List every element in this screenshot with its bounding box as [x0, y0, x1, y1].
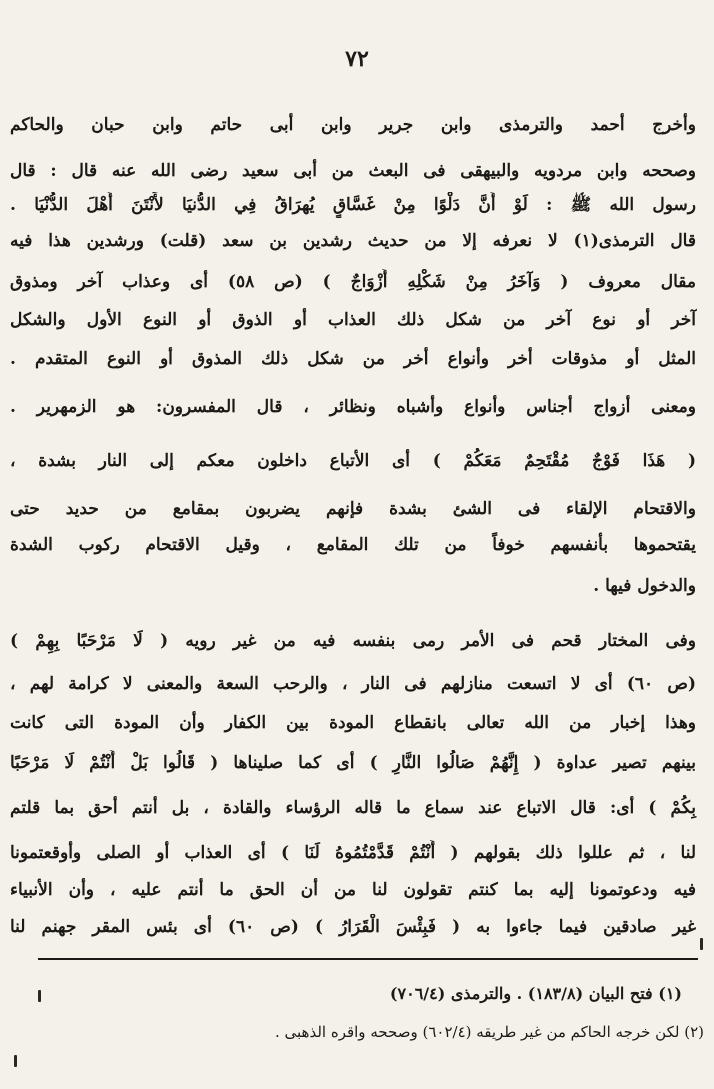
text-line: والاقتحام الإلقاء فى الشئ بشدة فإنهم يضربون بمقامع من حديد حتى [10, 499, 696, 519]
scan-speck [38, 990, 41, 1002]
text-line: وهذا إخبار من الله تعالى بانقطاع المودة بين الكفار وأن المودة التى كانت [10, 713, 696, 733]
text-line: غير صادقين فيما جاءوا به ( فَبِئْسَ الْقَرَارُ ) (ص ٦٠) أى بئس المقر جهنم لنا [10, 917, 696, 937]
footnote: (٢) لكن خرجه الحاكم من غير طريقه (٦٠٢/٤) وصححه واقره الذهبى . [274, 1023, 704, 1041]
text-line: يقتحموها بأنفسهم خوفاً من تلك المقامع ، وقيل الاقتحام ركوب الشدة [10, 535, 696, 555]
text-line: ومعنى أزواج أجناس وأنواع وأشباه ونظائر ، قال المفسرون: هو الزمهرير . [10, 397, 696, 417]
footnote-divider [38, 958, 698, 960]
text-line: ( هَذَا فَوْجٌ مُقْتَحِمٌ مَعَكُمْ ) أى الأتباع داخلون معكم إلى النار بشدة ، [10, 451, 696, 471]
scan-speck [14, 1055, 17, 1067]
text-line: وفى المختار قحم فى الأمر رمى بنفسه فيه من غير رويه ( لَا مَرْحَبًا بِهِمْ ) [10, 631, 696, 651]
text-line: بِكُمْ ) أى: قال الاتباع عند سماع ما قاله الرؤساء والقادة ، بل أنتم أحق بما قلتم [10, 798, 696, 818]
text-line: وصححه وابن مردويه والبيهقى فى البعث من أبى سعيد رضى الله عنه قال : قال [10, 161, 696, 181]
text-line: فيه ودعوتمونا إليه بما كنتم تقولون لنا من أن الحق ما أنتم عليه ، وأن الأنبياء [10, 880, 696, 900]
page-number: ٧٢ [345, 46, 369, 72]
text-line: آخر أو نوع آخر من شكل ذلك العذاب أو الذوق أو النوع الأول والشكل [10, 310, 696, 330]
scan-speck [700, 938, 703, 950]
text-line: قال الترمذى(١) لا نعرفه إلا من حديث رشدين بن سعد (قلت) ورشدين هذا فيه [10, 231, 696, 251]
text-line: رسول الله ﷺ : لَوْ أَنَّ دَلْوًا مِنْ غَسَّاقٍ يُهرَاقُ فِي الدُّنيَا لأَنْتَنَ أَهْلَ الدُّنْيَا . [10, 195, 696, 215]
text-line: (ص ٦٠) أى لا اتسعت منازلهم فى النار ، والرحب السعة والمعنى لا كرامة لهم ، [10, 674, 697, 694]
text-line: والدخول فيها . [593, 576, 696, 596]
footnote: (١) فتح البيان (١٨٣/٨) . والترمذى (٧٠٦/٤) [389, 984, 682, 1003]
text-line: لنا ، ثم عللوا ذلك بقولهم ( أَنْتُمْ قَدَّمْتُمُوهُ لَنَا ) أى العذاب أو الصلى وأوقعتمونا [10, 843, 696, 863]
text-line: مقال معروف ( وَآخَرُ مِنْ شَكْلِهِ أَزْوَاجٌ ) (ص ٥٨) أى وعذاب آخر ومذوق [10, 272, 696, 292]
text-line: وأخرج أحمد والترمذى وابن جرير وابن أبى حاتم وابن حبان والحاكم [10, 115, 696, 135]
text-line: بينهم تصير عداوة ( إِنَّهُمْ صَالُوا النَّارِ ) أى كما صليناها ( قَالُوا بَلْ أَنْتُمْ لَا مَرْحَبًا [10, 753, 696, 773]
text-line: المثل أو مذوقات أخر وأنواع أخر من شكل ذلك المذوق أو النوع المتقدم . [10, 349, 696, 369]
